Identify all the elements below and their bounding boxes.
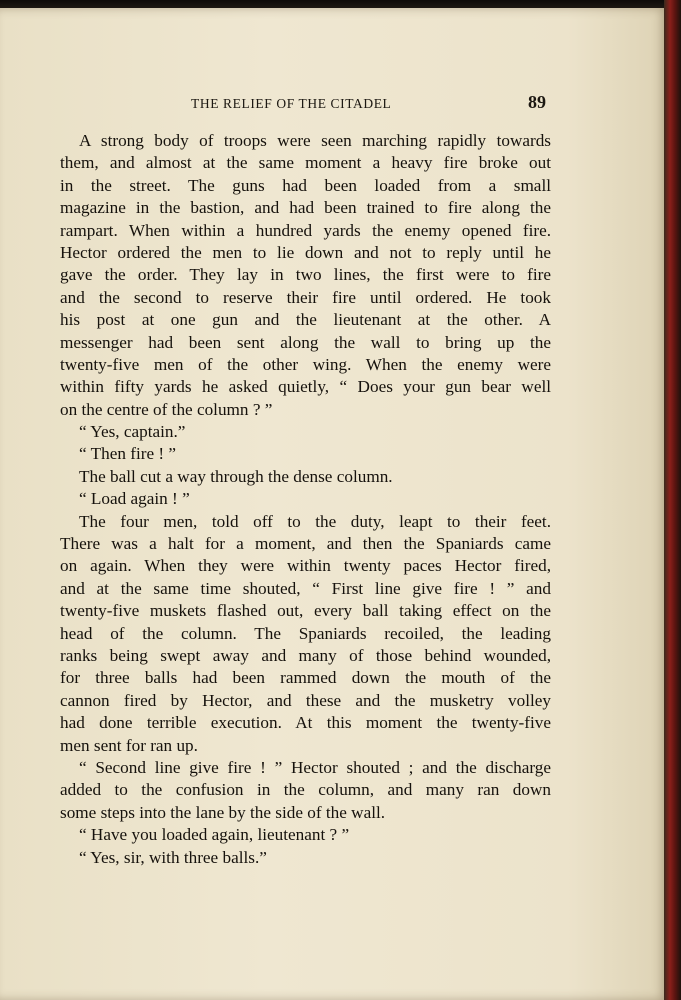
text-line: head of the column. The Spaniards recoiled, the leading (60, 623, 551, 643)
book-binding-edge (664, 0, 681, 1000)
running-header (0, 92, 668, 118)
text-line: on the centre of the column ? ” (60, 399, 273, 419)
text-line: There was a halt for a moment, and then the Spaniards came (60, 534, 551, 554)
text-line: gave the order. They lay in two lines, the first were to fire (60, 265, 551, 285)
text-line: his post at one gun and the lieutenant at the other. A (60, 310, 551, 330)
text-line: and the second to reserve their fire until ordered. He took (60, 287, 551, 307)
text-line: in the street. The guns had been loaded from a small (60, 175, 551, 195)
text-line: “ Yes, captain.” (79, 422, 186, 442)
text-line: “ Yes, sir, with three balls.” (79, 847, 267, 867)
page-number: 89 (528, 92, 546, 112)
text-line: for three balls had been rammed down the mouth of the (60, 668, 551, 688)
body-text (60, 130, 551, 869)
text-line: rampart. When within a hundred yards the enemy opened fire. (60, 220, 551, 240)
text-line: them, and almost at the same moment a heavy fire broke out (60, 153, 551, 173)
text-line: twenty-five men of the other wing. When the enemy were (60, 354, 551, 374)
text-line: and at the same time shouted, “ First line give fire ! ” and (60, 578, 551, 598)
text-line: on again. When they were within twenty paces Hector fired, (60, 556, 551, 576)
text-line: The ball cut a way through the dense column. (79, 466, 393, 486)
text-line: Hector ordered the men to lie down and not to reply until he (60, 242, 551, 262)
text-line: within fifty yards he asked quietly, “ Does your gun bear well (60, 377, 551, 397)
text-line: “ Have you loaded again, lieutenant ? ” (79, 825, 350, 845)
text-line: had done terrible execution. At this moment the twenty-five (60, 713, 551, 733)
text-line: cannon fired by Hector, and these and the musketry volley (60, 690, 551, 710)
text-line: added to the confusion in the column, and many ran down (60, 780, 551, 800)
text-line: men sent for ran up. (60, 735, 198, 755)
running-title: THE RELIEF OF THE CITADEL (191, 96, 392, 111)
text-line: ranks being swept away and many of those behind wounded, (60, 645, 551, 665)
text-line: “ Load again ! ” (79, 489, 190, 509)
text-line: messenger had been sent along the wall to bring up the (60, 332, 551, 352)
text-line: magazine in the bastion, and had been trained to fire along the (60, 198, 551, 218)
text-line: “ Second line give fire ! ” Hector shouted ; and the discharge (79, 757, 551, 777)
text-line: The four men, told off to the duty, leapt to their feet. (79, 511, 551, 531)
text-line: A strong body of troops were seen marching rapidly towards (79, 131, 551, 150)
book-page (0, 8, 668, 1000)
text-line: “ Then fire ! ” (79, 444, 177, 464)
text-line: twenty-five muskets flashed out, every ball taking effect on the (60, 601, 551, 621)
text-line: some steps into the lane by the side of the wall. (60, 802, 386, 822)
